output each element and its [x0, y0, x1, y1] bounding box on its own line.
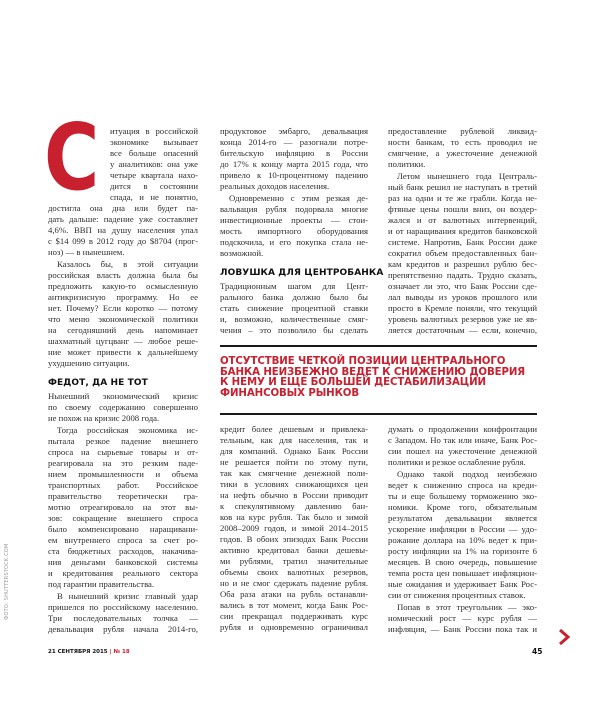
text-line: пытала резкое падение внешнего [48, 435, 198, 446]
paragraph [220, 281, 368, 336]
column-3-bottom [388, 424, 537, 636]
text-line: вальвация рубля подорвала многие [220, 204, 368, 214]
text-line: возможной. [220, 248, 264, 258]
text-line: уровень валютных резервов уже не яв- [388, 314, 537, 324]
text-line: рожание доллара на 10% ведет к при- [388, 535, 537, 545]
text-line: Однако такой подход неизбежно [397, 469, 537, 479]
paragraph [48, 126, 198, 258]
text-line: на нефть обычно в России приводит [220, 490, 368, 500]
text-line: для компаний. Однако Банк России [220, 446, 368, 456]
text-line: ста бюджетных расходов, накачива- [48, 545, 198, 556]
text-line: привело к 10-процентному падению [220, 170, 368, 180]
paragraph [388, 126, 537, 170]
text-line: сии прекращал поддерживать курс [220, 611, 368, 621]
text-line: ведет к снижению спроса на креди- [388, 480, 537, 490]
text-line: пришелся по российскому населению. [48, 601, 198, 612]
text-line: по своему содержанию совершенно [48, 401, 198, 412]
text-line: мотно отреагировало на этот вы- [48, 501, 198, 512]
text-line: шахматный цугцванг — любое реше- [48, 336, 198, 346]
text-line: с $14 099 в 2012 году до $8704 (прог- [48, 236, 198, 246]
text-line: дится в состоянии [110, 181, 198, 191]
text-line: Тогда российская экономика ис- [57, 424, 198, 435]
paragraph [220, 424, 368, 633]
text-line: подскочила, и его покупка стала не- [220, 237, 368, 247]
paragraph [388, 171, 537, 336]
text-line: реагировала на это резким паде- [48, 457, 198, 468]
column-1 [48, 126, 198, 636]
pull-quote-bottom-rule [220, 413, 537, 415]
text-line: итуация в российской [110, 126, 198, 136]
text-line: с Западом. Но так или иначе, Банк Рос- [388, 435, 537, 445]
text-line: инвестиционные проекты — стои- [220, 215, 368, 225]
text-line: что меню экономической политики [48, 314, 198, 324]
text-line: сии пошел на ужесточение денежной [388, 446, 537, 456]
text-line: жался и от валютных интервенций, [388, 215, 537, 225]
text-line: лал выводы из уроков прошлого или [388, 292, 537, 302]
text-line: спроса на сырьевые товары и от- [48, 446, 198, 457]
section-heading: ФЕДОТ, ДА НЕ ТОТ [48, 377, 148, 388]
text-line: не похож на кризис 2008 года. [48, 412, 160, 423]
text-line: рубля и одновременно ограничивал [220, 622, 368, 632]
text-line: до 17% к концу марта 2015 года, что [220, 159, 368, 169]
text-line: сии от снижения процентных ставок. [388, 590, 526, 600]
text-line: ми рублями, тратил значительные [220, 556, 368, 566]
text-line: не решается пойти по этому пути, [220, 457, 368, 467]
text-line: ем внутреннего спроса за счет ро- [48, 534, 198, 545]
column-2-top [220, 126, 384, 337]
text-line: так как смягчение денежной поли- [220, 468, 368, 478]
pull-quote [220, 357, 540, 399]
text-line: препятственно падать. Трудно сказать, [388, 270, 537, 280]
text-line: Попав в этот треугольник — эко- [397, 602, 537, 612]
text-line: Оба раза атаки на рубль останавли- [220, 589, 368, 599]
text-line: фтяные цены пошли вниз, он воздер- [388, 204, 537, 214]
text-line: все больше опасений [110, 148, 198, 158]
text-line: кам кредитов и разрешил рублю бес- [388, 259, 537, 269]
text-line: росту инфляции на 1% на горизонте 6 [388, 546, 537, 556]
text-line: бительскую инфляцию в России [220, 148, 368, 158]
text-line: мость импортного оборудования [220, 226, 368, 236]
text-line: ков на курс рубля. Так было и зимой [220, 512, 368, 522]
text-line: ные ожидания и удерживает Банк Рос- [388, 579, 537, 589]
text-line: ния деньгами банковской системы [48, 556, 198, 567]
text-line: и кредитования реального сектора [48, 567, 198, 578]
text-line: кредит более дешевым и привлека- [220, 424, 368, 434]
drop-cap: С [44, 104, 100, 211]
text-line: тики в условиях снижающихся цен [220, 479, 368, 489]
column-2-bottom [220, 424, 368, 634]
paragraph [48, 591, 198, 635]
text-line: темпа роста цен повышает инфляцион- [388, 568, 537, 578]
text-line: нет. Почему? Если коротко — потому [48, 303, 198, 313]
text-line: транспортных работ. Российское [48, 479, 198, 490]
text-line: В нынешний кризис главный удар [57, 590, 198, 601]
text-line: к спекулятивному давлению бан- [220, 501, 368, 511]
paragraph [388, 424, 537, 468]
column-3-top [388, 126, 537, 337]
text-line: дать дальше: падение уже составляет [48, 214, 198, 224]
text-line: правительство теоретически гра- [48, 490, 198, 501]
paragraph [220, 193, 368, 259]
paragraph [48, 391, 198, 424]
text-line: конца 2014-го — разогнали потре- [220, 137, 368, 147]
text-line: продуктовое эмбарго, девальвация [220, 126, 368, 136]
text-line: и, возможно, количественные смяг- [220, 313, 368, 324]
next-page-button[interactable] [558, 629, 570, 645]
text-line: месяцев. В свою очередь, повышение [388, 557, 537, 567]
photo-credit: ФОТО: SHUTTERSTOCK.COM [4, 543, 10, 620]
text-line: раз на одни и те же грабли. Когда не- [388, 193, 537, 203]
chevron-right-icon [558, 629, 570, 645]
footer-date: 21 СЕНТЯБРЯ 2015 [48, 649, 108, 655]
paragraph [48, 259, 198, 369]
pull-quote-top-rule [220, 345, 537, 347]
text-line: активно кредитовал банки дешевы- [220, 545, 368, 555]
text-line: сократил объем предоставленных бан- [388, 248, 537, 258]
text-line: Одновременно с этим резкая де- [229, 193, 368, 203]
footer [48, 649, 130, 655]
text-line: Летом нынешнего года Централь- [397, 171, 537, 181]
text-line: под гарантии правительства. [48, 578, 155, 589]
text-line: смягчение, а ужесточение денежной [388, 148, 537, 158]
text-line: политики и резкое ослабление рубля. [388, 457, 526, 467]
text-line: политики. [388, 159, 426, 169]
text-line: ноз) — в нынешнем. [48, 247, 125, 257]
text-line: 2008–2009 годов, и зимой 2014–2015 [220, 523, 368, 533]
text-line: антикризисную программу. Но ее [48, 292, 198, 302]
text-line: экономике вызывает [110, 137, 198, 147]
paragraph [48, 425, 198, 590]
paragraph [220, 126, 368, 192]
text-line: четыре квартала нахо- [110, 170, 198, 180]
text-line: но и не смог сдержать падение рубля. [220, 578, 368, 588]
text-line: Казалось бы, в этой ситуации [57, 259, 198, 269]
text-line: ты и еще большему торможению эко- [388, 491, 537, 501]
text-line: у аналитиков: она уже [110, 159, 198, 169]
text-line: результатом девальвации является [388, 513, 537, 523]
text-line: на сегодняшний день напоминает [48, 325, 198, 335]
text-line: думать о продолжении конфронтации [388, 424, 537, 434]
text-line: реальных доходов населения. [220, 181, 330, 191]
text-line: достигла она дна или будет па- [48, 203, 198, 213]
pull-quote-line: ФИНАНСОВЫХ РЫНКОВ [220, 387, 360, 399]
text-line: предложить какую-то осмысленную [48, 281, 198, 291]
text-line: Нынешний экономический кризис [48, 390, 198, 401]
text-line: и от наращивания кредитов банковской [388, 226, 537, 236]
text-line: ляется достаточным — если, конечно, [388, 325, 537, 335]
text-line: зов: сокращение внешнего спроса [48, 512, 198, 523]
pull-quote-line: ОТСУТСТВИЕ ЧЕТКОЙ ПОЗИЦИИ ЦЕНТРАЛЬНОГО [220, 356, 506, 367]
text-line: предоставление рублевой ликвид- [388, 126, 537, 136]
text-line: девальвация рубля начала 2014-го, [48, 623, 198, 634]
text-line: ускорение инфляции в России — удо- [388, 524, 537, 534]
text-line: ности банкам, то есть проводил не [388, 137, 537, 147]
text-line: тельным, как для населения, так и [220, 435, 368, 445]
text-line: ние может привести к дальнейшему [48, 347, 198, 357]
pull-quote-line: БАНКА НЕИЗБЕЖНО ВЕДЕТ К СНИЖЕНИЮ ДОВЕРИЯ [220, 366, 526, 378]
text-line: номики. Кроме того, обязательным [388, 502, 537, 512]
text-line: номический рост — курс рубля — [388, 613, 537, 623]
text-line: Три последовательных толчка — [48, 612, 198, 623]
text-line: российская власть должна была бы [48, 270, 198, 280]
paragraph [388, 469, 537, 601]
paragraph [388, 602, 537, 635]
footer-issue: | № 18 [107, 649, 130, 655]
text-line: означает ли это, что Банк России сде- [388, 281, 537, 291]
page-number: 45 [532, 647, 543, 656]
text-line: просто в Кремле поняли, что текущий [388, 303, 537, 313]
text-line: Традиционным шагом для Цент- [220, 280, 368, 291]
text-line: системе. Напротив, Банк России даже [388, 237, 537, 247]
text-line: чения – это позволило бы сделать [220, 324, 368, 335]
text-line: 4,6%. ВВП на душу населения упал [48, 225, 198, 235]
text-line: спада, и не понятно, [110, 192, 198, 202]
text-line: ухудшению ситуации. [48, 358, 130, 368]
text-line: было компенсировано наращивани- [48, 523, 198, 534]
text-line: рального банка должно было бы [220, 291, 368, 302]
section-heading: ЛОВУШКА ДЛЯ ЦЕНТРОБАНКА [220, 267, 384, 278]
pull-quote-line: К НЕМУ И ЕЩЕ БОЛЬШЕЙ ДЕСТАБИЛИЗАЦИИ [220, 377, 486, 389]
text-line: стать снижение процентной ставки [220, 302, 368, 313]
text-line: объемы своих валютных резервов, [220, 567, 368, 577]
text-line: нием промышленности и объема [48, 468, 198, 479]
text-line: ный банк решил не наступать в третий [388, 182, 537, 192]
text-line: инфляция, — Банк России пока так и [388, 624, 537, 634]
text-line: вались в тот момент, когда Банк Рос- [220, 600, 368, 610]
text-line: годов. В обоих эпизодах Банк России [220, 534, 368, 544]
